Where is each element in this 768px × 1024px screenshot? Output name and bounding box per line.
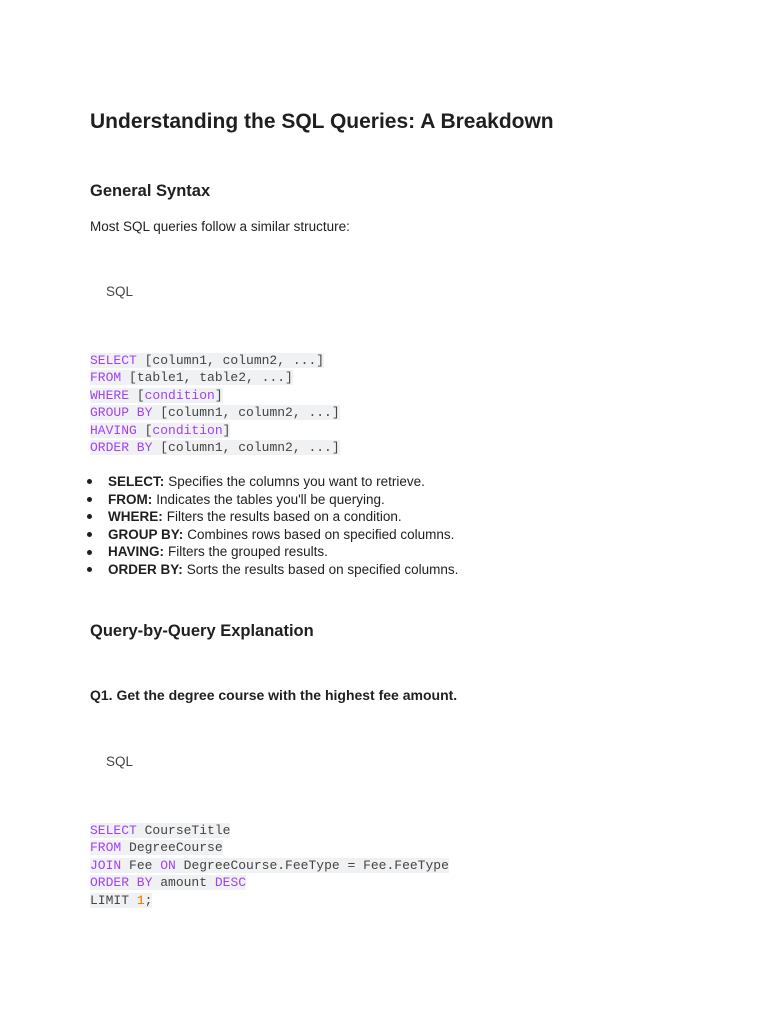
sql-keyword: FROM [90, 840, 122, 856]
bullet-dot-icon [87, 514, 92, 519]
code-language-label: SQL [106, 284, 134, 299]
list-item [86, 561, 458, 579]
bullet-term: HAVING: [108, 544, 164, 560]
sql-text: DegreeCourse.FeeType = Fee.FeeType [175, 857, 449, 873]
sql-keyword: ON [160, 857, 176, 873]
bullet-term: SELECT: [108, 474, 165, 489]
sql-text: [ [136, 422, 153, 438]
code-line [90, 857, 449, 874]
bullet-dot-icon [87, 479, 92, 484]
bullet-description: Sorts the results based on specified columns. [186, 561, 459, 577]
bullet-description: Filters the grouped results. [168, 544, 328, 560]
code-line [90, 839, 449, 856]
code-line [90, 404, 340, 421]
sql-text: [table1, table2, ...] [121, 370, 293, 386]
sql-keyword: JOIN [90, 857, 122, 873]
code-language-label-q1: SQL [106, 754, 134, 769]
sql-keyword: ORDER BY [90, 875, 153, 891]
bullet-dot-icon [87, 532, 92, 537]
list-item [86, 473, 458, 491]
sql-keyword: ORDER BY [90, 439, 153, 455]
code-line [90, 822, 449, 839]
heading-q1: Q1. Get the degree course with the highest fee amount. [90, 687, 458, 703]
sql-keyword: GROUP BY [90, 405, 153, 421]
sql-number: 1 [136, 892, 145, 908]
sql-keyword: HAVING [90, 422, 137, 438]
bullet-term: WHERE: [108, 509, 163, 525]
sql-text: ] [214, 387, 223, 403]
sql-text: [column1, column2, ...] [136, 353, 325, 368]
bullet-description: Filters the results based on a condition. [166, 509, 402, 525]
list-item [86, 543, 458, 561]
bullet-dot-icon [87, 497, 92, 502]
list-item [86, 526, 458, 544]
sql-text: Fee [121, 857, 161, 873]
code-line [90, 874, 449, 891]
sql-text: CourseTitle [136, 823, 231, 838]
sql-keyword: condition [144, 387, 215, 403]
bullet-dot-icon [87, 567, 92, 572]
sql-keyword: WHERE [90, 387, 130, 403]
sql-text: [column1, column2, ...] [152, 405, 340, 421]
sql-keyword: DESC [214, 875, 247, 891]
sql-text: amount [152, 875, 215, 891]
clause-bullet-list [86, 473, 458, 579]
intro-paragraph: Most SQL queries follow a similar structure: [90, 219, 350, 234]
code-line [90, 892, 449, 909]
bullet-description: Indicates the tables you'll be querying. [156, 491, 385, 507]
code-line [90, 439, 340, 456]
heading-general-syntax: General Syntax [90, 182, 211, 200]
sql-keyword: SELECT [90, 353, 137, 368]
code-block-q1 [90, 822, 449, 909]
page-title: Understanding the SQL Queries: A Breakdown [90, 110, 554, 133]
bullet-term: FROM: [108, 491, 153, 507]
code-line [90, 387, 340, 404]
code-line [90, 422, 340, 439]
code-block-general-syntax [90, 352, 340, 456]
code-line [90, 369, 340, 386]
bullet-dot-icon [87, 550, 92, 555]
heading-query-explanation: Query-by-Query Explanation [90, 622, 314, 640]
bullet-term: ORDER BY: [108, 561, 183, 577]
list-item [86, 491, 458, 509]
sql-text: [ [129, 387, 145, 403]
sql-text: DegreeCourse [121, 840, 223, 856]
sql-keyword: condition [152, 422, 223, 438]
sql-keyword: FROM [90, 370, 122, 386]
code-line [90, 352, 340, 369]
sql-keyword: SELECT [90, 823, 137, 838]
bullet-term: GROUP BY: [108, 526, 184, 542]
list-item [86, 508, 458, 526]
sql-text: LIMIT [90, 892, 137, 908]
bullet-description: Combines rows based on specified columns. [187, 526, 455, 542]
sql-text: ] [222, 422, 231, 438]
bullet-description: Specifies the columns you want to retrieve. [168, 474, 425, 489]
sql-text: ; [144, 892, 153, 908]
sql-text: [column1, column2, ...] [152, 439, 340, 455]
